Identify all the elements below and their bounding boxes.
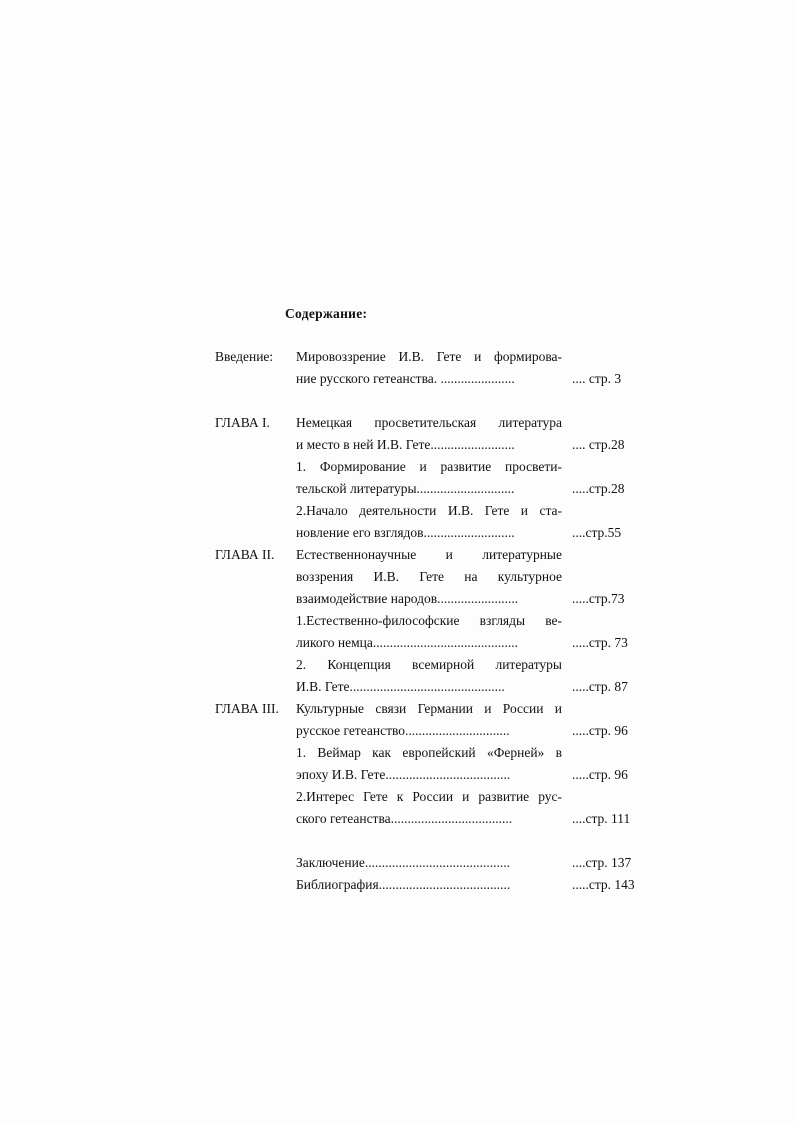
toc-text: ние русского гетеанства. ...................... xyxy=(296,371,515,386)
toc-text: тельской литературы............................. xyxy=(296,481,515,496)
toc-page: .... стр.28 xyxy=(572,437,625,452)
toc-page: .....стр.28 xyxy=(572,481,625,496)
toc-text: взаимодействие народов........................ xyxy=(296,591,519,606)
toc-page: ....стр. 137 xyxy=(572,855,632,870)
toc-text: Заключение........................................... xyxy=(296,855,510,870)
toc-text: 1. Формирование и развитие просвети- xyxy=(296,459,562,474)
toc-text: 1.Естественно-философские взгляды ве- xyxy=(296,613,562,628)
toc-text: 2.Начало деятельности И.В. Гете и ста- xyxy=(296,503,562,518)
toc-text: 2. Концепция всемирной литературы xyxy=(296,657,562,672)
toc-page: ....стр.55 xyxy=(572,525,622,540)
toc-text: Библиография....................................... xyxy=(296,877,511,892)
toc-title: Содержание: xyxy=(285,306,368,321)
toc-text: воззрения И.В. Гете на культурное xyxy=(296,569,562,584)
toc-text: эпоху И.В. Гете..................................... xyxy=(296,767,511,782)
toc-page: .....стр. 96 xyxy=(572,767,628,782)
toc-text: Мировоззрение И.В. Гете и формирова- xyxy=(296,349,562,364)
toc-text: Немецкая просветительская литература xyxy=(296,415,562,430)
toc-page: ....стр. 111 xyxy=(572,811,631,826)
toc-text: И.В. Гете.............................................. xyxy=(296,679,505,694)
toc-page: .....стр. 143 xyxy=(572,877,635,892)
toc-label: Введение: xyxy=(215,349,274,364)
toc-text: 2.Интерес Гете к России и развитие рус- xyxy=(296,789,562,804)
toc-text: Культурные связи Германии и России и xyxy=(296,701,562,716)
toc-text: ского гетеанства.................................... xyxy=(296,811,513,826)
toc-text: и место в ней И.В. Гете......................... xyxy=(296,437,515,452)
toc-text: ликого немца........................................... xyxy=(296,635,519,650)
toc-label: ГЛАВА III. xyxy=(215,701,279,716)
toc-text: Естественнонаучные и литературные xyxy=(296,547,562,562)
toc-page: .....стр. 73 xyxy=(572,635,628,650)
toc-text: русское гетеанство............................... xyxy=(296,723,510,738)
toc-page: .....стр.73 xyxy=(572,591,625,606)
toc-text: 1. Веймар как европейский «Ферней» в xyxy=(296,745,562,760)
toc-page: .....стр. 87 xyxy=(572,679,628,694)
toc-label: ГЛАВА I. xyxy=(215,415,270,430)
toc-label: ГЛАВА II. xyxy=(215,547,275,562)
toc-page: .....стр. 96 xyxy=(572,723,628,738)
toc-page: .... стр. 3 xyxy=(572,371,622,386)
toc-text: новление его взглядов........................... xyxy=(296,525,515,540)
